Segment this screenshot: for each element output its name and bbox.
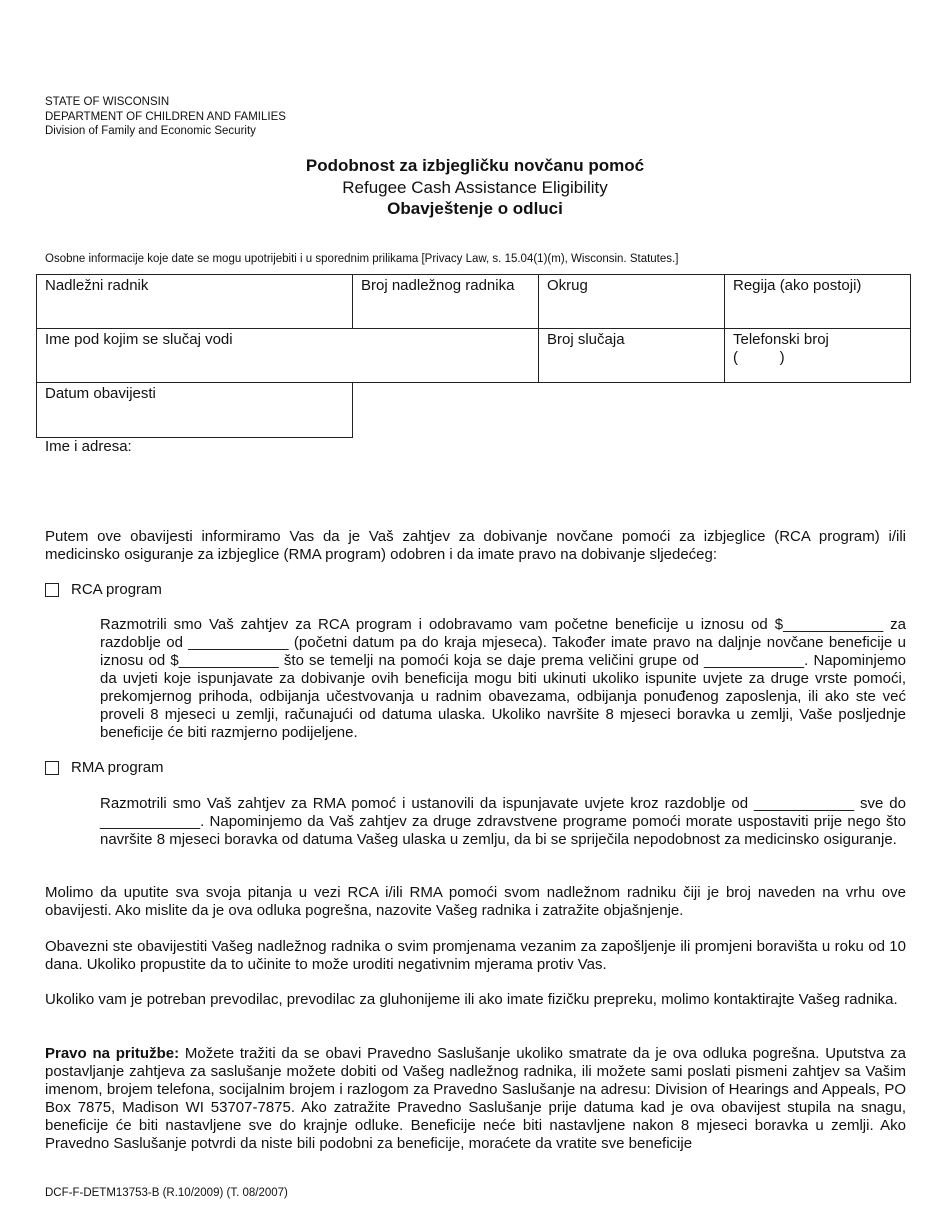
rights-paragraph: [45, 1045, 906, 1153]
worker-label: Nadležni radnik: [45, 277, 149, 294]
case-name-label: Ime pod kojim se slučaj vodi: [45, 331, 233, 348]
rca-paragraph: Razmotrili smo Vaš zahtjev za RCA program i odobravamo vam početne beneficije u iznosu od $____________ za razdoblje od ____________ (početni datum pa do kraja mjeseca). Također imate pravo na daljnje novčane beneficije u iznosu od $____________ što se temelji na pomoći koja se daje prema veličini grupe od ____________. Napominjemo da uvjeti koje ispunjavate za dobivanje ovih beneficija mogu biti ukinuti ukoliko ispunite uvjete za druge vrste pomoći, prekomjernog prihoda, odbijanja učestvovanja u radnim obavezama, odbijanja ponuđenog zaposlenja, ili ako ste već proveli 8 mjeseci u zemlji, računajući od datuma ulaska. Ukoliko navršite 8 mjeseci boravka u zemlji, Vaše posljednje beneficije će biti razmjerno podijeljene.: [100, 616, 906, 741]
region-field[interactable]: [724, 274, 911, 329]
changes-paragraph: Obavezni ste obavijestiti Vašeg nadležnog radnika o svim promjenama vezanim za zapošljenje ili promjeni boravišta u roku od 10 dana. Ukoliko propustite da to učinite to može uroditi negativnim mjerama protiv Vas.: [45, 938, 906, 973]
case-number-field[interactable]: [538, 328, 725, 383]
agency-header: [45, 95, 286, 139]
rights-heading: Pravo na pritužbe:: [45, 1045, 180, 1062]
rights-text: Možete tražiti da se obavi Pravedno Saslušanje ukoliko smatrate da je ova odluka pogrešna. Uputstva za postavljanje zahtjeva za saslušanje možete dobiti od Vašeg nadležnog radnika, ili možete sami poslati pismeni zahtjev sa Vašim imenom, brojem telefona, socijalnim brojem i razlogom za Pravedno Saslušanje na adresu: Division of Hearings and Appeals, PO Box 7875, Madison WI 53707-7875. Ako zatražite Pravedno Saslušanje prije datuma kad je ova obavijest stupila na snagu, beneficije će biti nastavljene sve do krajnje odluke. Beneficije neće biti nastavljene nakon 8 mjeseci boravka u zemlji. Ako Pravedno Saslušanje potvrdi da niste bili podobni za beneficije, moraćete da vratite sve beneficije: [45, 1045, 907, 1152]
worker-number-field[interactable]: [352, 274, 539, 329]
form-number: DCF-F-DETM13753-B (R.10/2009) (T. 08/2007): [45, 1187, 288, 1199]
phone-area-code: ( ): [733, 349, 785, 366]
notice-date-field[interactable]: [36, 382, 353, 438]
phone-field[interactable]: [724, 328, 911, 383]
case-name-field[interactable]: [36, 328, 539, 383]
case-number-label: Broj slučaja: [547, 331, 625, 348]
worker-field[interactable]: [36, 274, 353, 329]
questions-paragraph: Molimo da uputite sva svoja pitanja u vezi RCA i/ili RMA pomoći svom nadležnom radniku čiji je broj naveden na vrhu ove obavijesti. Ako mislite da je ova odluka pogrešna, nazovite Vašeg radnika i zatražite objašnjenje.: [45, 884, 906, 919]
intro-paragraph: Putem ove obavijesti informiramo Vas da je Vaš zahtjev za dobivanje novčane pomoći za izbjeglice (RCA program) i/ili medicinsko osiguranje za izbjeglice (RMA program) odobren i da imate pravo na dobivanje sljedećeg:: [45, 528, 906, 563]
rca-checkbox[interactable]: [45, 583, 59, 597]
county-field[interactable]: [538, 274, 725, 329]
rma-paragraph: Razmotrili smo Vaš zahtjev za RMA pomoć i ustanovili da ispunjavate uvjete kroz razdoblje od ____________ sve do ____________. Napominjemo da Vaš zahtjev za druge zdravstvene programe pomoći morate uspostaviti prije nego što navršite 8 mjeseci boravka od datuma Vašeg ulaska u zemlju, da bi se spriječila nepodobnost za medicinsko osiguranje.: [100, 795, 906, 848]
rca-label: RCA program: [71, 581, 162, 598]
agency-state: STATE OF WISCONSIN: [45, 96, 170, 108]
county-label: Okrug: [547, 277, 588, 294]
title-bosnian: Podobnost za izbjegličku novčanu pomoć: [305, 156, 645, 175]
notice-subtitle: Obavještenje o odluci: [387, 199, 563, 218]
rma-checkbox[interactable]: [45, 761, 59, 775]
title-english: Refugee Cash Assistance Eligibility: [342, 178, 608, 197]
agency-department: DEPARTMENT OF CHILDREN AND FAMILIES: [45, 110, 286, 123]
agency-division: Division of Family and Economic Security: [45, 125, 256, 137]
worker-number-label: Broj nadležnog radnika: [361, 277, 515, 294]
privacy-notice: Osobne informacije koje date se mogu upotrijebiti i u sporednim prilikama [Privacy Law, s. 15.04(1)(m), Wisconsin. Statutes.]: [45, 253, 679, 265]
document-titles: [0, 155, 950, 219]
notice-date-label: Datum obavijesti: [45, 385, 156, 402]
rma-label: RMA program: [71, 759, 164, 776]
phone-label: Telefonski broj: [733, 331, 829, 348]
name-address-label: Ime i adresa:: [45, 438, 132, 455]
region-label: Regija (ako postoji): [733, 277, 862, 294]
interpreter-paragraph: Ukoliko vam je potreban prevodilac, prevodilac za gluhonijeme ili ako imate fizičku prepreku, molimo kontaktirajte Vašeg radnika.: [45, 991, 898, 1008]
